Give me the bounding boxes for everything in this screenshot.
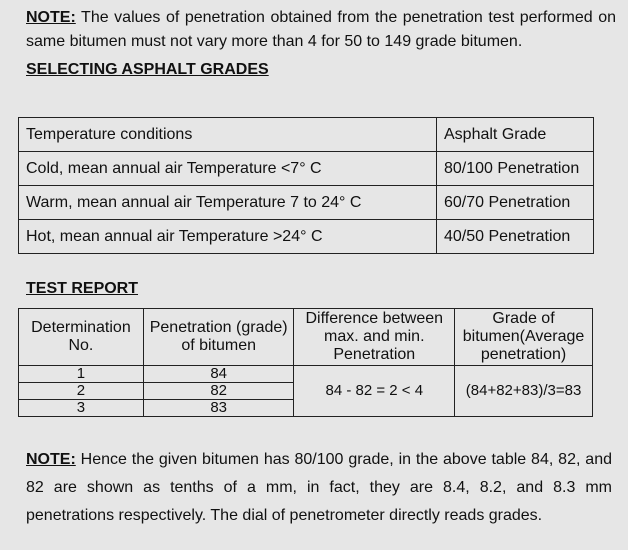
table-cell: Warm, mean annual air Temperature 7 to 24° C xyxy=(19,186,437,220)
test-report-table xyxy=(18,308,593,417)
table-row xyxy=(19,220,594,254)
table-row xyxy=(19,186,594,220)
note-text: Hence the given bitumen has 80/100 grade, in the above table 84, 82, and 82 are shown as tenths of a mm, in fact, they are 8.4, 8.2, and 8.3 mm penetrations respectively. The dial of penetrometer directly reads grades. xyxy=(26,451,612,524)
note-text: The values of penetration obtained from the penetration test performed on same bitumen must not vary more than 4 for 50 to 149 grade bitumen. xyxy=(26,9,616,50)
table-cell: Hot, mean annual air Temperature >24° C xyxy=(19,220,437,254)
table-cell: 3 xyxy=(19,400,144,417)
table-row xyxy=(19,152,594,186)
heading-test-report: TEST REPORT xyxy=(26,280,139,297)
grade-cell: (84+82+83)/3=83 xyxy=(455,366,593,417)
header-cell: Temperature conditions xyxy=(19,118,437,152)
table-cell: 84 xyxy=(143,366,294,383)
table-row xyxy=(19,366,593,383)
header-cell: Determination No. xyxy=(19,309,144,366)
table-cell: 82 xyxy=(143,383,294,400)
header-cell: Difference between max. and min. Penetration xyxy=(294,309,455,366)
table-cell: Cold, mean annual air Temperature <7° C xyxy=(19,152,437,186)
table-cell: 1 xyxy=(19,366,144,383)
note-penetration-variation xyxy=(26,6,616,54)
table-cell: 2 xyxy=(19,383,144,400)
table-cell: 40/50 Penetration xyxy=(437,220,594,254)
note-label: NOTE: xyxy=(26,9,76,26)
heading-selecting-asphalt-grades: SELECTING ASPHALT GRADES xyxy=(26,61,269,78)
table-cell: 80/100 Penetration xyxy=(437,152,594,186)
table-header-row xyxy=(19,309,593,366)
header-cell: Asphalt Grade xyxy=(437,118,594,152)
header-cell: Grade of bitumen(Average penetration) xyxy=(455,309,593,366)
asphalt-grades-table xyxy=(18,117,594,254)
difference-cell: 84 - 82 = 2 < 4 xyxy=(294,366,455,417)
note-grade-conclusion xyxy=(26,446,612,530)
header-cell: Penetration (grade) of bitumen xyxy=(143,309,294,366)
table-cell: 60/70 Penetration xyxy=(437,186,594,220)
table-header-row xyxy=(19,118,594,152)
table-cell: 83 xyxy=(143,400,294,417)
note-label: NOTE: xyxy=(26,451,76,468)
